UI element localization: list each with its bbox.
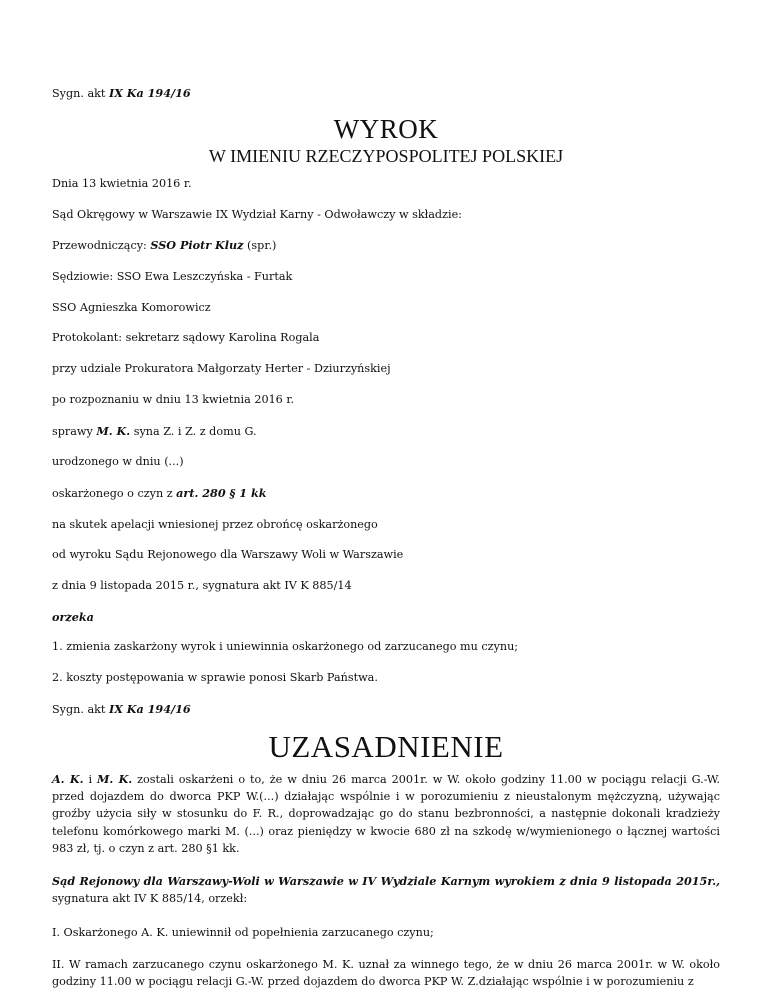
ruling-item: 1. zmienia zaskarżony wyrok i uniewinnia oskarżonego od zarzucanego mu czynu; xyxy=(52,640,519,654)
justification-paragraph-3: I. Oskarżonego A. K. uniewinnił od popełnienia zarzucanego czynu; xyxy=(52,925,434,939)
verdict-title: WYROK xyxy=(333,114,439,144)
chair-suffix: (spr.) xyxy=(243,239,277,253)
case-signature-value: IX Ka 194/16 xyxy=(108,701,191,716)
case-signature-2 xyxy=(52,702,720,717)
protocol-line: Protokolant: sekretarz sądowy Karolina Rogala xyxy=(52,331,320,345)
case-signature-prefix: Sygn. akt xyxy=(52,87,109,100)
conjunction: i xyxy=(83,772,97,786)
charge-line xyxy=(52,486,720,501)
case-prefix: sprawy xyxy=(52,424,97,438)
case-line xyxy=(52,424,720,439)
defendant-1-name: A. K. xyxy=(52,771,84,786)
chair-prefix: Przewodniczący: xyxy=(52,239,151,253)
case-signature xyxy=(52,86,720,101)
date-line: Dnia 13 kwietnia 2016 r. xyxy=(52,177,192,190)
chair-name: SSO Piotr Kluz xyxy=(150,238,244,253)
case-signature-prefix: Sygn. akt xyxy=(52,702,109,716)
prosecutor-line: przy udziale Prokuratora Małgorzaty Herter - Dziurzyńskiej xyxy=(52,362,391,376)
paragraph-1-text: zostali oskarżeni o to, że w dniu 26 marca 2001r. w W. około godziny 11.00 w pociągu relacji G.-W. przed dojazdem do dworca PKP W.(...) działając wspólnie i w porozumieniu z nieustalonym mężczyzną, używając groźby użycia siły w stosunku do F. R., doprowadzając go do stanu bezbronności, a następnie dokonali kradzieży telefonu komórkowego marki M. (...) oraz pieniędzy w kwocie 680 zł na szkodę w/wymienionego o łącznej wartości 983 zł, tj. o czyn z art. 280 §1 kk. xyxy=(52,772,720,855)
judges-line: Sędziowie: SSO Ewa Leszczyńska - Furtak xyxy=(52,270,293,284)
chair-line xyxy=(52,238,720,253)
verdict-subtitle: W IMIENIU RZECZYPOSPOLITEJ POLSKIEJ xyxy=(208,146,564,166)
justification-paragraph-1 xyxy=(52,771,720,857)
rules-word: orzeka xyxy=(52,609,94,624)
charge-article: art. 280 § 1 kk xyxy=(176,485,267,500)
court-line: Sąd Okręgowy w Warszawie IX Wydział Karny - Odwoławczy w składzie: xyxy=(52,207,462,221)
hearing-line: po rozpoznaniu w dniu 13 kwietnia 2016 r. xyxy=(52,392,295,406)
justification-paragraph-4: II. W ramach zarzucanego czynu oskarżonego M. K. uznał za winnego tego, że w dniu 26 marca 2001r. w W. około godziny 11.00 w pociągu relacji G.-W. przed dojazdem do dworca PKP W. Z.działając wspólnie i w porozumieniu z xyxy=(52,958,720,989)
justification-paragraph-2 xyxy=(52,873,720,908)
judge2-line: SSO Agnieszka Komorowicz xyxy=(52,300,211,314)
born-line: urodzonego w dniu (...) xyxy=(52,455,184,469)
case-signature-value: IX Ka 194/16 xyxy=(108,86,191,100)
document-page xyxy=(52,86,720,1007)
defendant-2-name: M. K. xyxy=(97,771,133,786)
charge-prefix: oskarżonego o czyn z xyxy=(52,486,177,500)
justification-title: UZASADNIENIE xyxy=(268,728,504,764)
dated-line: z dnia 9 listopada 2015 r., sygnatura akt IV K 885/14 xyxy=(52,578,352,592)
paragraph-2-text: sygnatura akt IV K 885/14, orzekł: xyxy=(52,892,248,906)
from-line: od wyroku Sądu Rejonowego dla Warszawy Woli w Warszawie xyxy=(52,548,404,562)
case-suffix: syna Z. i Z. z domu G. xyxy=(130,424,257,438)
ruling-item: 2. koszty postępowania w sprawie ponosi Skarb Państwa. xyxy=(52,671,378,684)
paragraph-2-bold: Sąd Rejonowy dla Warszawy-Woli w Warszawie w IV Wydziale Karnym wyrokiem z dnia 9 listopada 2015r., xyxy=(52,874,720,889)
defendant-name: M. K. xyxy=(96,423,131,438)
appeal-line: na skutek apelacji wniesionej przez obrońcę oskarżonego xyxy=(52,517,378,531)
